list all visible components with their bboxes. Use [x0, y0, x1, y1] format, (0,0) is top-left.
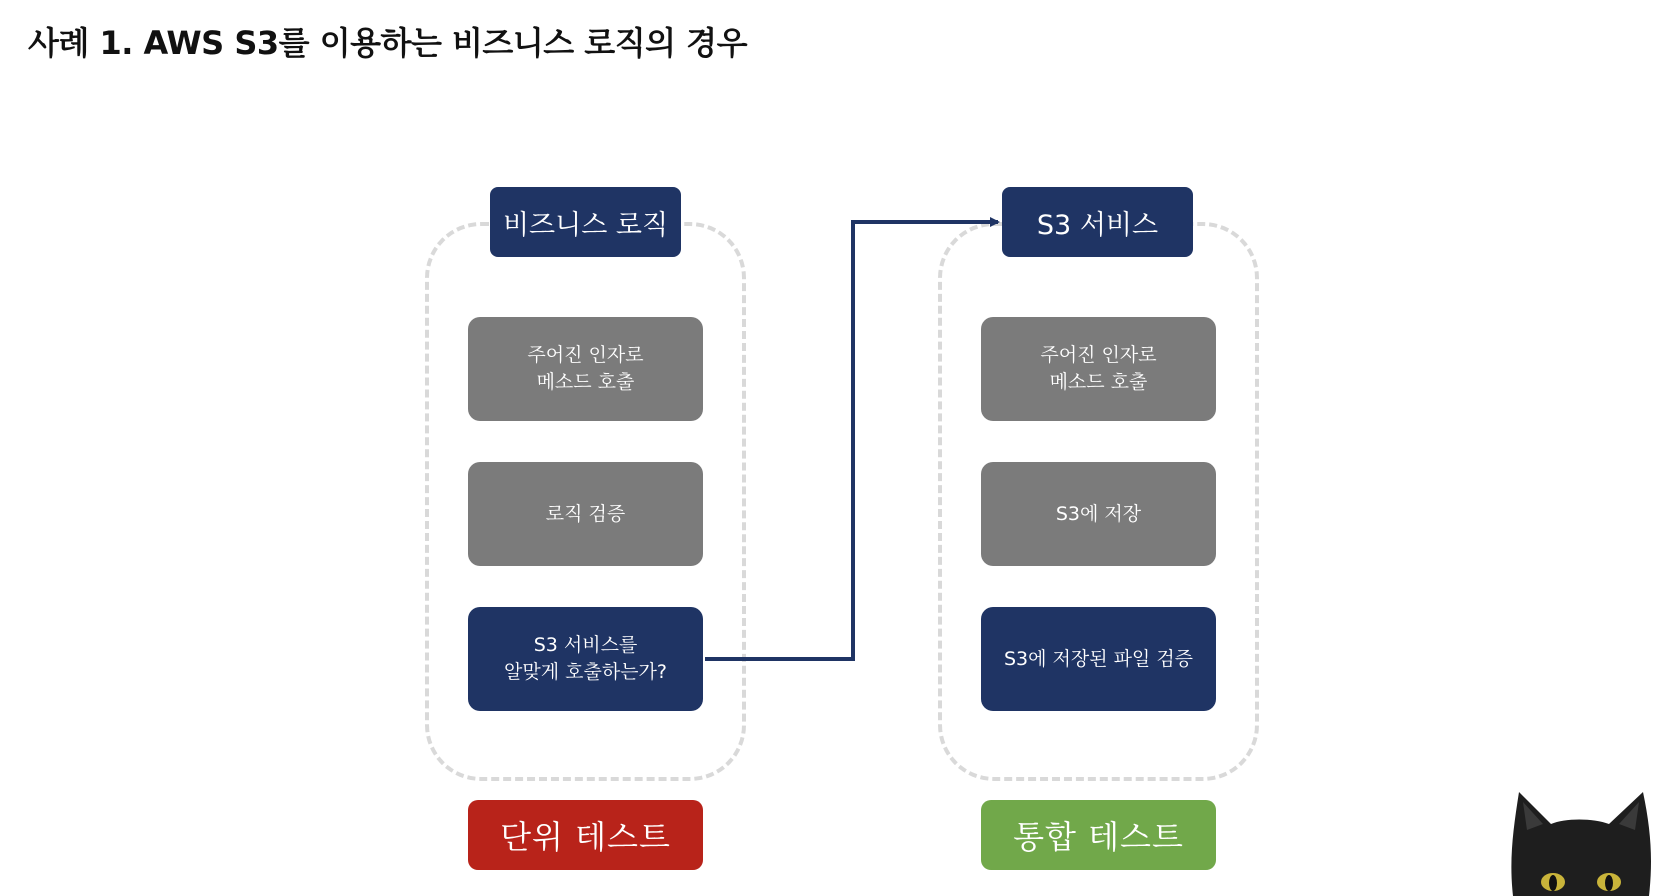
s3-service-header: S3 서비스	[1002, 187, 1193, 257]
black-cat-icon	[1505, 790, 1655, 896]
right-step-store-in-s3: S3에 저장	[981, 462, 1216, 566]
left-step-call-method: 주어진 인자로 메소드 호출	[468, 317, 703, 421]
right-step-call-method: 주어진 인자로 메소드 호출	[981, 317, 1216, 421]
business-logic-header: 비즈니스 로직	[490, 187, 681, 257]
unit-test-label: 단위 테스트	[468, 800, 703, 870]
right-step-verify-stored-file: S3에 저장된 파일 검증	[981, 607, 1216, 711]
integration-test-label: 통합 테스트	[981, 800, 1216, 870]
left-step-call-s3-correctly: S3 서비스를 알맞게 호출하는가?	[468, 607, 703, 711]
slide-title: 사례 1. AWS S3를 이용하는 비즈니스 로직의 경우	[28, 24, 747, 62]
left-step-verify-logic: 로직 검증	[468, 462, 703, 566]
